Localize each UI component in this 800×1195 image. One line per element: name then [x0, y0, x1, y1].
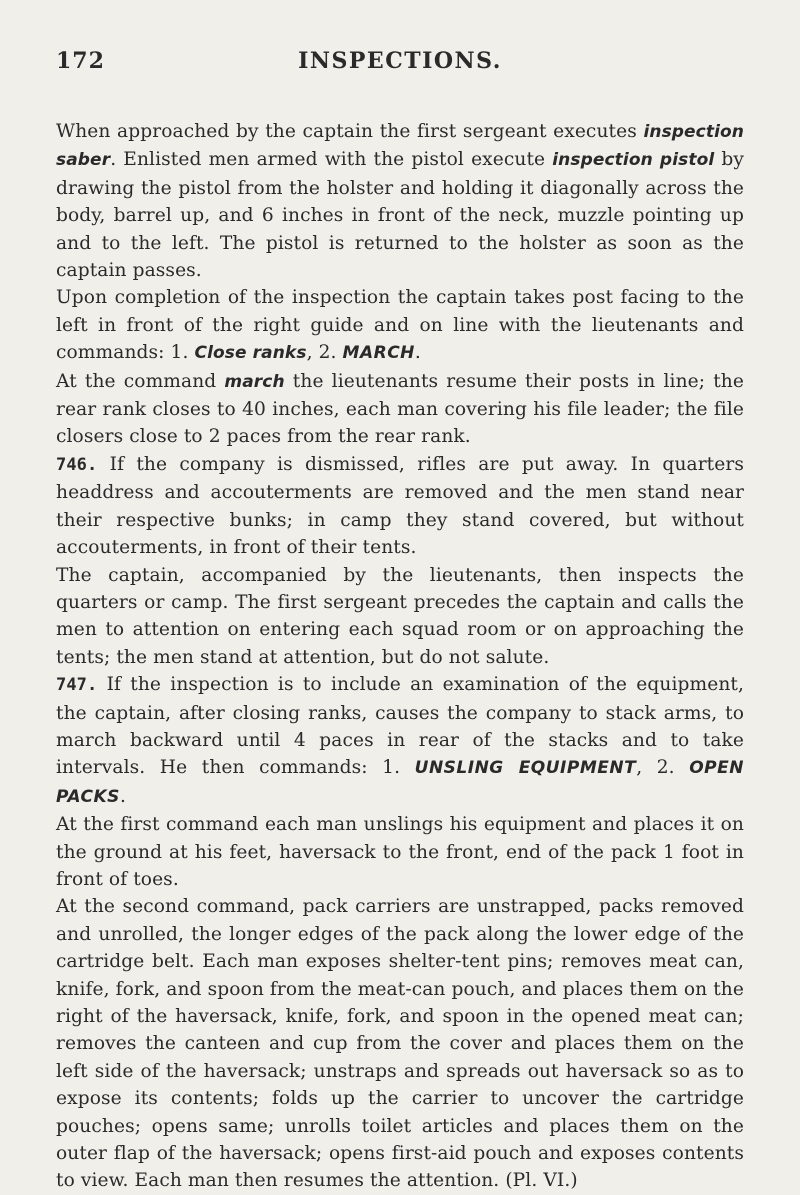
- paragraph: [56, 671, 744, 811]
- body-text-run: If the company is dismissed, rifles are put away. In quarters headdress and accouterments are removed and the men stand near their respective bunks; in camp they stand covered, but without accouterments, in front of their tents.: [56, 453, 744, 559]
- paragraph: [56, 451, 744, 562]
- command-text: Close ranks: [194, 343, 307, 364]
- running-head: INSPECTIONS.: [298, 48, 502, 74]
- body-text-run: the lieutenants resume their posts in line; the rear rank closes to 40 inches, each man covering his file leader; the file closers close to 2 paces from the rear rank.: [56, 370, 744, 448]
- body-text-run: .: [414, 342, 421, 364]
- paragraph: [56, 368, 744, 451]
- body-text-run: Upon completion of the inspection the captain takes post facing to the left in front of the right guide and on line with the lieutenants and commands: 1.: [56, 287, 744, 364]
- paragraph-number: 746.: [56, 454, 98, 475]
- body-text-run: .: [119, 785, 126, 807]
- body-text-run: When approached by the captain the first sergeant executes: [56, 121, 644, 142]
- paragraph: [56, 118, 744, 284]
- command-caps: MARCH: [342, 343, 415, 364]
- paragraph: [56, 811, 744, 893]
- command-caps: UNSLING EQUIPMENT: [414, 758, 637, 779]
- command-text: inspection saber: [56, 122, 744, 171]
- command-caps: OPEN PACKS: [56, 758, 744, 807]
- page-number: 172: [56, 48, 105, 74]
- body-text-run: At the second command, pack carriers are unstrapped, packs removed and unrolled, the longer edges of the pack along the lower edge of the cartridge belt. Each man exposes shelter-tent pins; removes meat can, knife, fork, and spoon from the meat-can pouch, and places them on the right of the haversack, knife, fork, and spoon in the opened meat can; removes the canteen and cup from the cover and places them on the left side of the haversack; unstraps and spreads out haversack so as to expose its contents; folds up the carrier to uncover the cartridge pouches; opens same; unrolls toilet articles and places them on the outer flap of the haversack; opens first-aid pouch and exposes contents to view. Each man then resumes the attention. (Pl. VI.): [56, 896, 744, 1192]
- body-text-run: . Enlisted men armed with the pistol execute: [110, 149, 553, 171]
- body-text-run: , 2.: [306, 342, 343, 364]
- paragraph-number: 747.: [56, 675, 98, 696]
- body-text-run: The captain, accompanied by the lieutenants, then inspects the quarters or camp. The first sergeant precedes the captain and calls the men to attention on entering each squad room or on approaching the tents; the men stand at attention, but do not salute.: [56, 564, 744, 668]
- paragraph: [56, 284, 744, 367]
- body-text-run: , 2.: [636, 757, 690, 779]
- command-text: inspection pistol: [552, 150, 715, 171]
- body-text-run: At the first command each man unslings his equipment and places it on the ground at his feet, haversack to the front, end of the pack 1 foot in front of toes.: [56, 814, 744, 890]
- body-text-run: by drawing the pistol from the holster and holding it diagonally across the body, barrel up, and 6 inches in front of the neck, muzzle pointing up and to the left. The pistol is returned to the holster as soon as the captain passes.: [56, 149, 744, 282]
- paragraph: [56, 893, 744, 1194]
- body-text-run: At the command: [56, 370, 225, 392]
- page-header: [56, 48, 744, 82]
- paragraph: [56, 562, 744, 672]
- body-text: [56, 118, 744, 1195]
- body-text-run: If the inspection is to include an examination of the equipment, the captain, after closing ranks, causes the company to stack arms, to march backward until 4 paces in rear of the stacks and to take intervals. He then commands: 1.: [56, 674, 744, 779]
- command-text: march: [224, 371, 285, 392]
